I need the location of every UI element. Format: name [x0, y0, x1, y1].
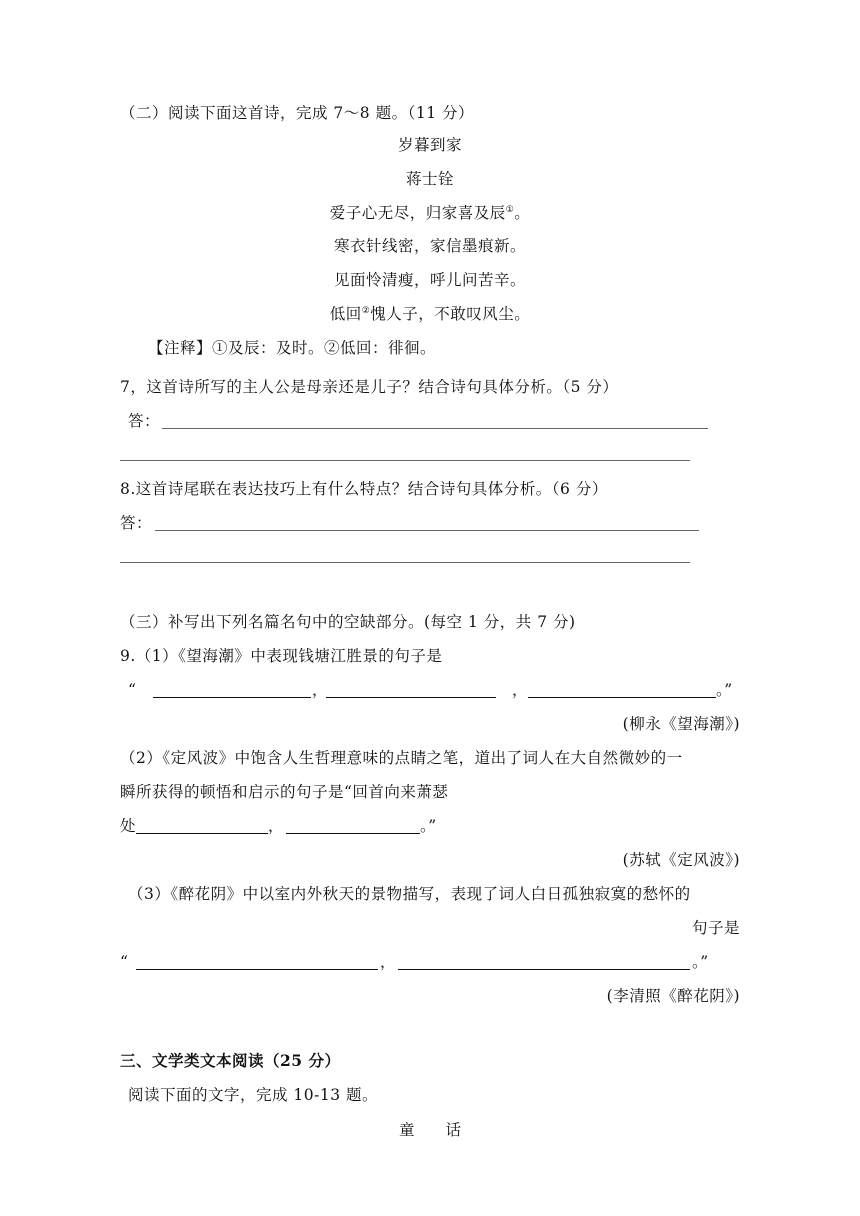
q9-2-blank-2[interactable] [286, 817, 420, 834]
poem-note: 【注释】①及辰：及时。②低回：徘徊。 [148, 339, 437, 357]
part3-heading: 三、文学类文本阅读（25 分） [120, 1051, 341, 1070]
poem-title: 岁暮到家 [397, 136, 462, 154]
poem-line-1-text: 爱子心无尽，归家喜及辰 [329, 204, 506, 222]
q9-2-start: 处 [120, 817, 137, 835]
poem-line-4 [0, 304, 860, 324]
q9-2-close: 。” [420, 817, 437, 835]
q9-1-blank-1[interactable] [153, 681, 311, 698]
q9-2-source: (苏轼《定风波》) [622, 851, 740, 869]
poem-line-2: 寒衣针线密，家信墨痕新。 [333, 237, 526, 255]
q8-answer-line-1[interactable] [155, 530, 699, 531]
poet-name: 蒋士铨 [405, 170, 454, 188]
footnote-marker-2: ② [361, 306, 371, 316]
q9-1-comma-2: ， [512, 681, 529, 699]
question-9-3-line-1: （3）《醉花阴》中以室内外秋天的景物描写，表现了词人白日孤独寂寞的愁怀的 [128, 885, 691, 903]
footnote-marker-1: ① [505, 205, 515, 215]
section-intro: （二）阅读下面这首诗，完成 7～8 题。（11 分） [120, 104, 474, 122]
q7-answer-label: 答： [128, 412, 161, 430]
q8-answer-line-2[interactable] [120, 562, 690, 563]
q8-answer-label: 答： [120, 514, 153, 532]
q9-1-blank-2[interactable] [326, 681, 496, 698]
q9-1-close: 。” [716, 681, 733, 699]
q9-1-source: (柳永《望海潮》) [622, 715, 740, 733]
question-9-3-line-2: 句子是 [691, 919, 740, 937]
story-title: 童 话 [398, 1121, 461, 1139]
question-9-2-line-2: 瞬所获得的顿悟和启示的句子是“回首向来萧瑟 [120, 783, 449, 801]
q9-3-comma: ， [380, 953, 397, 971]
question-9-1: 9.（1）《望海潮》中表现钱塘江胜景的句子是 [120, 647, 443, 665]
q9-2-comma: ， [268, 817, 285, 835]
poem-line-1 [0, 203, 860, 223]
question-8: 8.这首诗尾联在表达技巧上有什么特点？结合诗句具体分析。（6 分） [120, 480, 608, 498]
q9-1-comma-1: ， [312, 681, 329, 699]
q7-answer-line-2[interactable] [120, 460, 690, 461]
q9-1-blank-3[interactable] [528, 681, 716, 698]
q9-3-open-quote: “ [120, 953, 129, 971]
q7-answer-line-1[interactable] [162, 428, 708, 429]
q9-3-close: 。” [692, 953, 709, 971]
q9-2-blank-1[interactable] [136, 817, 268, 834]
poem-line-1-end: 。 [514, 204, 531, 222]
question-7: 7，这首诗所写的主人公是母亲还是儿子？结合诗句具体分析。（5 分） [120, 378, 619, 396]
poem-line-4-start: 低回 [329, 305, 362, 323]
q9-3-blank-2[interactable] [398, 953, 690, 970]
q9-3-blank-1[interactable] [136, 953, 378, 970]
section3-intro: （三）补写出下列名篇名句中的空缺部分。(每空 1 分，共 7 分) [120, 613, 576, 631]
q9-1-open-quote: “ [128, 681, 137, 699]
q9-3-source: (李清照《醉花阴》) [606, 987, 740, 1005]
question-9-2-line-1: （2）《定风波》中饱含人生哲理意味的点睛之笔，道出了词人在大自然微妙的一 [120, 749, 683, 767]
part3-intro: 阅读下面的文字，完成 10-13 题。 [128, 1086, 379, 1104]
poem-line-3: 见面怜清瘦，呼儿问苦辛。 [333, 271, 526, 289]
poem-line-4-text: 愧人子，不敢叹风尘。 [370, 305, 531, 323]
